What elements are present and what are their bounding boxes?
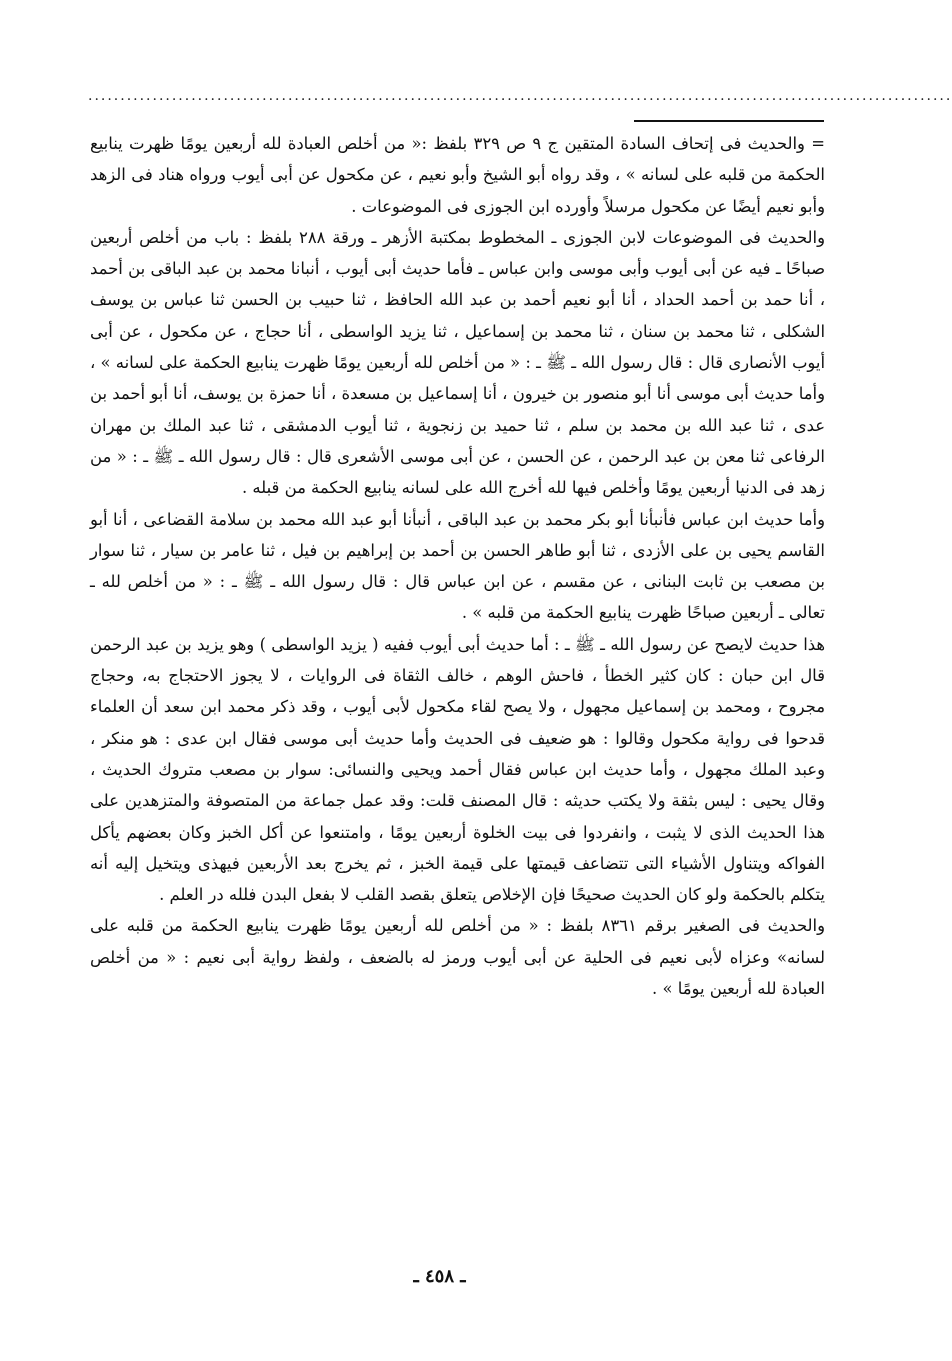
paragraph-ibn-abbas-narration: وأما حديث ابن عباس فأنبأنا أبو بكر محمد بن عبد الباقى ، أنبأنا أبو عبد الله محمد بن سلامة القضاعى ، أنا أبو القاسم يحيى بن على الأزدى ، ثنا أبو طاهر الحسن بن أحمد بن إبراهيم بن فيل ، ثنا عامر بن سيار ، ثنا سوار بن مصعب بن ثابت البنانى ، عن مقسم ، عن ابن عباس قال : قال رسول الله ـ ﷺ ـ : « من أخلص لله ـ تعالى ـ أربعين صباحًا ظهرت ينابيع الحكمة من قلبه » . <box>90 509 825 623</box>
page-number: ـ ٤٥٨ ـ <box>413 1266 466 1287</box>
footnote-text-block <box>90 128 825 1004</box>
paragraph-mawduat-reference: والحديث فى الموضوعات لابن الجوزى ـ المخطوط بمكتبة الأزهر ـ ورقة ٢٨٨ بلفظ : باب من أخلص أربعين صباحًا ـ فيه عن أبى أيوب وأبى موسى وابن عباس ـ فأما حديث أبى أيوب ، أنبانا محمد بن عبد الباقى بن أحمد ، أنا حمد بن أحمد الحداد ، أنا أبو نعيم أحمد بن عبد الله الحافظ ، ثنا حبيب بن الحسن ثنا عباس بن يوسف الشكلى ، ثنا محمد بن سنان ، ثنا محمد بن إسماعيل ، ثنا يزيد الواسطى ، أنا حجاج ، عن مكحول ، عن أبى أيوب الأنصارى قال : قال رسول الله ـ ﷺ ـ : « من أخلص لله أربعين يومًا ظهرت ينابيع الحكمة على لسانه » ، وأما حديث أبى موسى أنا أبو منصور بن خيرون ، أنا إسماعيل بن مسعدة ، أنا حمزة بن يوسف، أنا أبو أحمد بن عدى ، ثنا عبد الله بن محمد بن سلم ، ثنا حميد بن زنجوية ، ثنا أيوب الدمشقى ، ثنا عبد الملك بن مهران الرفاعى ثنا معن بن عبد الرحمن ، عن الحسن ، عن أبى موسى الأشعرى قال : قال رسول الله ـ ﷺ ـ : « من زهد فى الدنيا أربعين يومًا وأخلص فيها لله أخرج الله على لسانه ينابيع الحكمة من قبله . <box>90 227 825 498</box>
footnote-rule <box>634 120 824 122</box>
paragraph-ithaf-reference: = والحديث فى إتحاف السادة المتقين ج ٩ ص ٣٢٩ بلفظ :« من أخلص العبادة لله أربعين يومًا ظهرت ينابيع الحكمة من قلبه على لسانه » ، وقد رواه أبو الشيخ وأبو نعيم ، عن مكحول عن أبى أيوب ورواه هناد فى الزهد وأبو نعيم أيضًا عن مكحول مرسلاً وأورده ابن الجوزى فى الموضوعات . <box>90 134 825 216</box>
footnote-dotted-separator: ...................................................................................................................................... <box>88 88 952 104</box>
paragraph-hadith-critique: هذا حديث لايصح عن رسول الله ـ ﷺ ـ : أما حديث أبى أيوب ففيه ( يزيد الواسطى ) وهو يزيد بن عبد الرحمن قال ابن حبان : كان كثير الخطأ ، فاحش الوهم ، خالف الثقاة فى الروايات ، لا يجوز الاحتجاج به، وحجاج مجروح ، ومحمد بن إسماعيل مجهول ، ولا يصح لقاء مكحول لأبى أيوب ، وقد ذكر محمد ابن سعد أن العلماء قدحوا فى رواية مكحول وقالوا : هو ضعيف فى الحديث وأما حديث أبى موسى فقال ابن عدى : هو منكر ، وعبد الملك مجهول ، وأما حديث ابن عباس فقال أحمد ويحيى والنسائى: سوار بن مصعب متروك الحديث ، وقال يحيى : ليس بثقة ولا يكتب حديثه : قال المصنف قلت: وقد عمل جماعة من المتصوفة والمتزهدين على هذا الحديث الذى لا يثبت ، وانفردوا فى بيت الخلوة أربعين يومًا ، وامتنعوا عن أكل الخبز وكان بعضهم يأكل الفواكه ويتناول الأشياء التى تتضاعف قيمتها على قيمة الخبز ، ثم يخرج بعد الأربعين فيهذى ويتخيل إليه أنه يتكلم بالحكمة ولو كان الحديث صحيحًا فإن الإخلاص يتعلق بقصد القلب لا بفعل البدن فلله در العلم . <box>90 634 825 905</box>
paragraph-saghir-reference: والحديث فى الصغير برقم ٨٣٦١ بلفظ : « من أخلص لله أربعين يومًا ظهرت ينابيع الحكمة من قلبه على لسانه» وعزاه لأبى نعيم فى الحلية عن أبى أيوب ورمز له بالضعف ، ولفظ رواية أبى نعيم : « من أخلص العبادة لله أربعين يومًا » . <box>90 916 825 999</box>
